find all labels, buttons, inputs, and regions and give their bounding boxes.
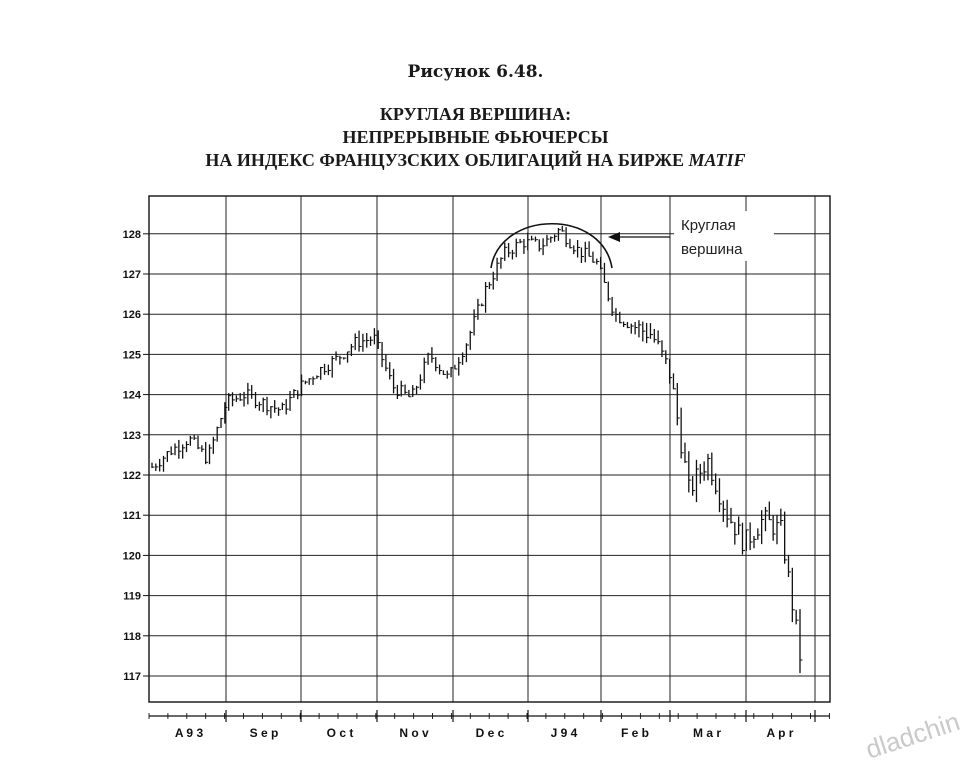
y-tick-label: 122 [122,470,141,482]
plot-frame [149,196,830,702]
y-tick-label: 128 [122,228,141,241]
x-tick-label: M a r [692,726,722,740]
x-tick-label: D e c [475,726,505,740]
x-tick-label: J 9 4 [550,726,578,740]
chart-title-line-3-text: НА ИНДЕКС ФРАНЦУЗСКИХ ОБЛИГАЦИЙ НА БИРЖЕ [205,150,689,170]
y-tick-label: 123 [122,429,141,442]
x-tick-label: A p r [766,726,794,740]
y-tick-label: 118 [123,630,141,643]
x-tick-label: A 9 3 [174,726,204,740]
annotation-label-line-2: вершина [681,241,743,258]
y-tick-label: 117 [123,671,141,683]
y-tick-label: 119 [123,590,141,603]
x-tick-label: S e p [249,726,279,740]
chart-title-line-2: НЕПРЕРЫВНЫЕ ФЬЮЧЕРСЫ [342,127,609,147]
price-bars [152,226,803,673]
chart-axes [123,229,830,740]
x-tick-label: O c t [326,726,354,740]
figure-number: Рисунок 6.48. [407,62,544,82]
y-tick-label: 121 [122,510,141,523]
y-tick-label: 126 [122,309,141,322]
y-tick-label: 125 [122,349,141,362]
chart-title-exchange: MATIF [688,150,746,170]
y-tick-label: 120 [122,550,141,563]
chart-grid [149,196,830,702]
x-tick-label: F e b [620,726,650,740]
y-tick-label: 127 [122,269,141,281]
annotation-label-line-1: Круглая [681,217,736,234]
watermark-text: dladchin [862,706,964,765]
chart-title-line-1: КРУГЛАЯ ВЕРШИНА: [379,104,572,124]
y-tick-label: 124 [122,389,141,402]
x-tick-label: N o v [399,726,429,740]
